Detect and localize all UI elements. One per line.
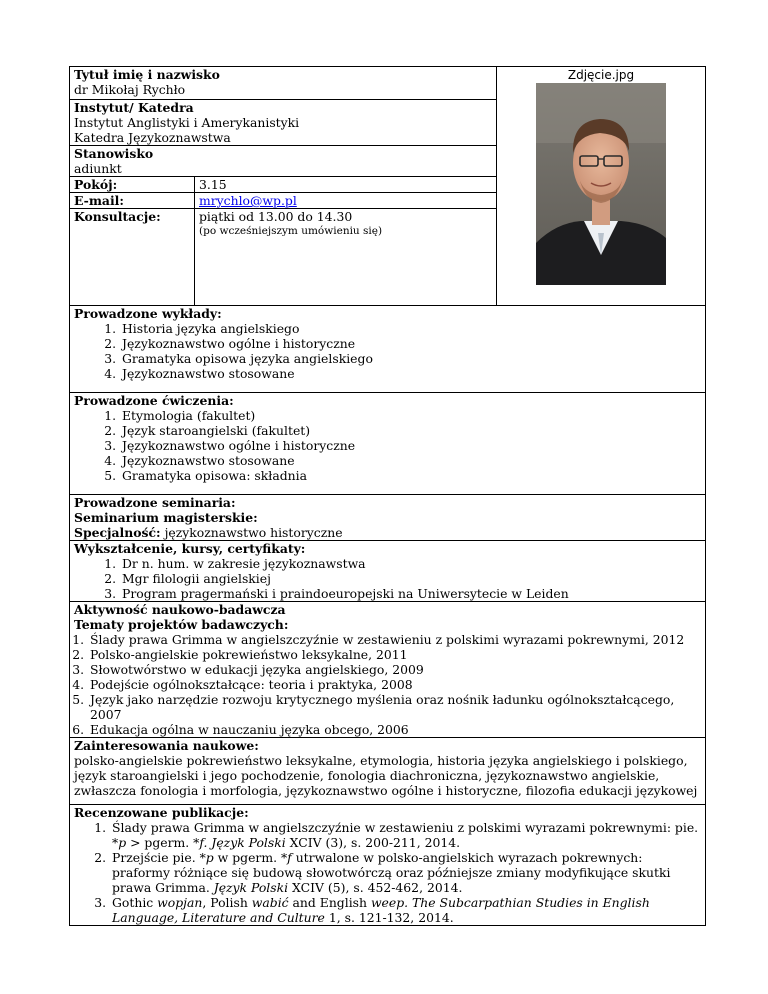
research-list [74, 632, 701, 737]
publications-row [70, 805, 706, 926]
list-item: 3. Program pragermański i praindoeuropejski na Uniwersytecie w Leiden [120, 586, 701, 601]
lectures-label: Prowadzone wykłady: [74, 306, 222, 321]
seminars-sub-label: Seminarium magisterskie: [74, 510, 258, 525]
position-label: Stanowisko [74, 146, 154, 161]
photo-cell [497, 67, 706, 306]
publication-item: 3. Gothic wopjan, Polish wabić and English weep. The Subcarpathian Studies in English Language, Literature and Culture 1, s. 121-132, 2014. [110, 895, 701, 925]
lectures-row [70, 306, 706, 393]
publication-item: 1. Ślady prawa Grimma w angielszczyźnie w zestawieniu z polskimi wyrazami pokrewnymi: pie. *p > pgerm. *f. Język Polski XCIV (3), s. 200-211, 2014. [110, 820, 701, 850]
classes-label: Prowadzone ćwiczenia: [74, 393, 234, 408]
cv-document [69, 66, 705, 926]
specialty-value: językoznawstwo historyczne [160, 525, 343, 540]
list-item: 2. Polsko-angielskie pokrewieństwo leksykalne, 2011 [88, 647, 701, 662]
list-item: 1. Historia języka angielskiego [120, 321, 701, 336]
classes-list [74, 408, 701, 483]
email-label: E-mail: [70, 193, 195, 209]
publications-label: Recenzowane publikacje: [74, 805, 249, 820]
interests-row [70, 738, 706, 805]
room-label: Pokój: [70, 177, 195, 193]
institute-label: Instytut/ Katedra [74, 100, 194, 115]
seminars-row [70, 495, 706, 541]
seminars-label: Prowadzone seminaria: [74, 495, 236, 510]
list-item: 1. Dr n. hum. w zakresie językoznawstwa [120, 556, 701, 571]
specialty-line [74, 525, 701, 540]
interests-label: Zainteresowania naukowe: [74, 738, 259, 753]
room-value: 3.15 [195, 177, 497, 193]
list-item: 4. Podejście ogólnokształcące: teoria i praktyka, 2008 [88, 677, 701, 692]
cv-table [69, 66, 706, 926]
name-label: Tytuł imię i nazwisko [74, 67, 220, 82]
list-item: 6. Edukacja ogólna w nauczaniu języka obcego, 2006 [88, 722, 701, 737]
list-item: 2. Mgr filologii angielskiej [120, 571, 701, 586]
education-list [74, 556, 701, 601]
classes-row [70, 393, 706, 495]
lectures-list [74, 321, 701, 381]
interests-text: polsko-angielskie pokrewieństwo leksykalne, etymologia, historia języka angielskiego i polskiego, język staroangielski i jego pochodzenie, fonologia diachroniczna, językoznawstwo angielskie, zwłaszcza fonologia i morfologia, językoznawstwo ogólne i historyczne, filozofia edukacji językowej [74, 753, 698, 798]
consult-note: (po wcześniejszym umówieniu się) [199, 225, 383, 237]
list-item: 3. Gramatyka opisowa języka angielskiego [120, 351, 701, 366]
list-item: 1. Etymologia (fakultet) [120, 408, 701, 423]
list-item: 1. Ślady prawa Grimma w angielszczyźnie w zestawieniu z polskimi wyrazami pokrewnymi, 2012 [88, 632, 701, 647]
list-item: 2. Język staroangielski (fakultet) [120, 423, 701, 438]
publications-list [74, 820, 701, 925]
portrait-photo [536, 83, 666, 285]
department-value: Katedra Językoznawstwa [74, 130, 231, 145]
research-row [70, 602, 706, 738]
research-sub-label: Tematy projektów badawczych: [74, 617, 289, 632]
institute-value: Instytut Anglistyki i Amerykanistyki [74, 115, 300, 130]
list-item: 2. Językoznawstwo ogólne i historyczne [120, 336, 701, 351]
list-item: 5. Gramatyka opisowa: składnia [120, 468, 701, 483]
list-item: 4. Językoznawstwo stosowane [120, 453, 701, 468]
education-row [70, 541, 706, 602]
education-label: Wykształcenie, kursy, certyfikaty: [74, 541, 306, 556]
specialty-label: Specjalność: [74, 525, 161, 540]
publication-item: 2. Przejście pie. *p w pgerm. *f utrwalone w polsko-angielskich wyrazach pokrewnych: praformy różniące się budową słowotwórczą oraz późniejsze zmiany modyfikujące skutki prawa Grimma. Język Polski XCIV (5), s. 452-462, 2014. [110, 850, 701, 895]
research-label: Aktywność naukowo-badawcza [74, 602, 286, 617]
list-item: 3. Językoznawstwo ogólne i historyczne [120, 438, 701, 453]
list-item: 5. Język jako narzędzie rozwoju krytycznego myślenia oraz nośnik ładunku ogólnokształcącego, 2007 [88, 692, 701, 722]
name-value: dr Mikołaj Rychło [74, 82, 186, 97]
list-item: 3. Słowotwórstwo w edukacji języka angielskiego, 2009 [88, 662, 701, 677]
consult-value: piątki od 13.00 do 14.30 [199, 209, 353, 224]
position-value: adiunkt [74, 161, 122, 176]
consult-label: Konsultacje: [70, 209, 195, 306]
email-link[interactable]: mrychlo@wp.pl [199, 193, 297, 208]
list-item: 4. Językoznawstwo stosowane [120, 366, 701, 381]
photo-caption: Zdjęcie.jpg [567, 68, 635, 82]
name-row [70, 67, 706, 100]
